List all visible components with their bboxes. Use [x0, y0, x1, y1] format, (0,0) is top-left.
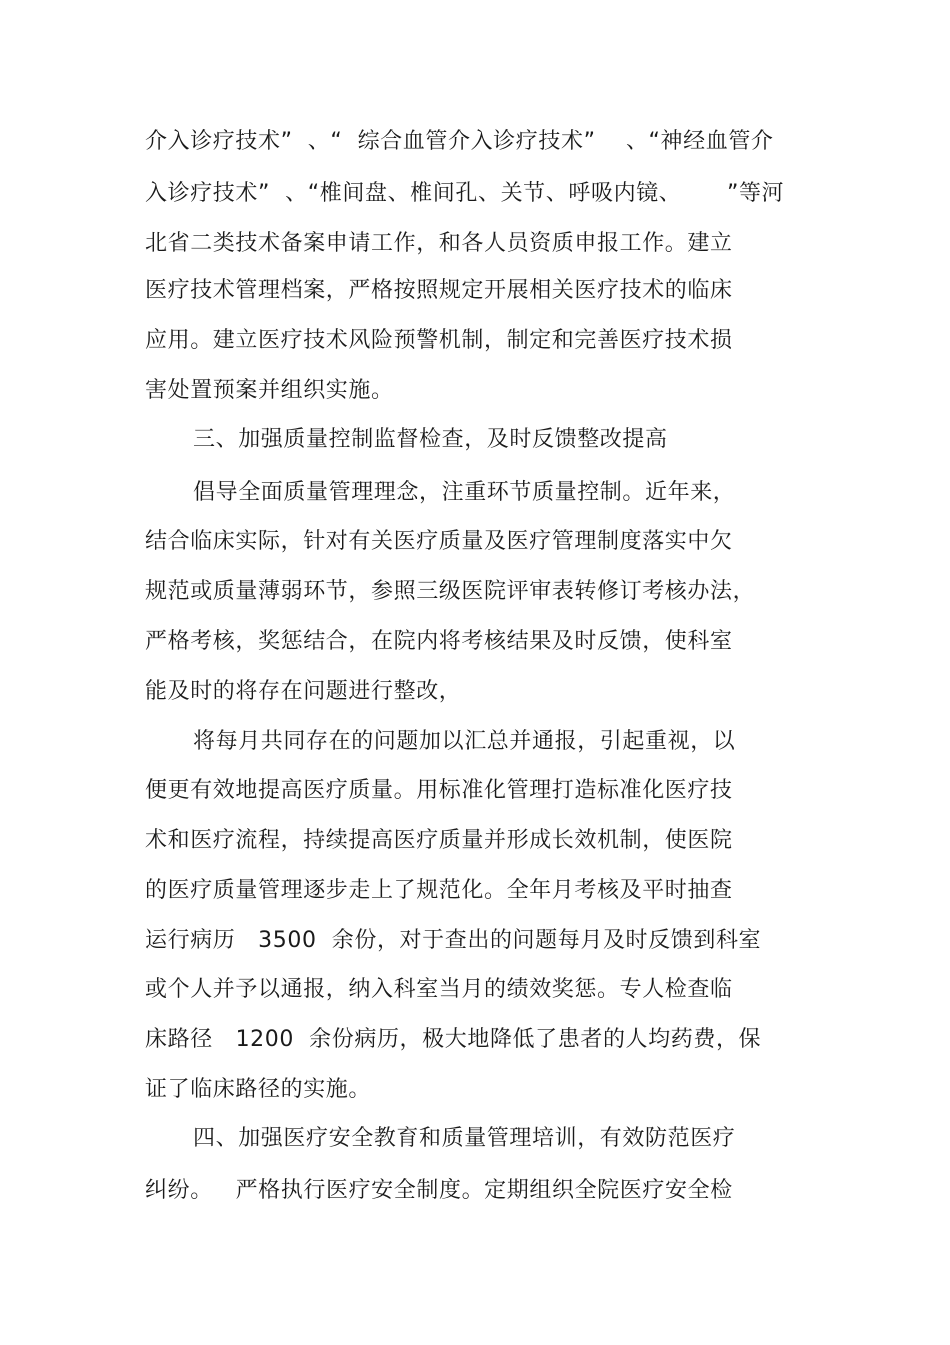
text-line: 纠纷。 严格执行医疗安全制度。定期组织全院医疗安全检 — [145, 1178, 733, 1203]
text-line: 的医疗质量管理逐步走上了规范化。全年月考核及平时抽查 — [145, 878, 733, 903]
text-line: 或个人并予以通报，纳入科室当月的绩效奖惩。专人检查临 — [145, 977, 733, 1002]
text-line: 倡导全面质量管理理念，注重环节质量控制。近年来， — [193, 480, 736, 505]
text-line: 介入诊疗技术” 、“ 综合血管介入诊疗技术” 、“神经血管介 — [145, 129, 774, 154]
text-line: 严格考核，奖惩结合，在院内将考核结果及时反馈，使科室 — [145, 629, 733, 654]
text-line: 将每月共同存在的问题加以汇总并通报，引起重视，以 — [193, 729, 736, 754]
text-line: 规范或质量薄弱环节，参照三级医院评审表转修订考核办法， — [145, 579, 756, 604]
text-line: 应用。建立医疗技术风险预警机制，制定和完善医疗技术损 — [145, 328, 733, 353]
text-line: 结合临床实际，针对有关医疗质量及医疗管理制度落实中欠 — [145, 529, 733, 554]
text-line: 能及时的将存在问题进行整改， — [145, 679, 462, 704]
text-line: 北省二类技术备案申请工作，和各人员资质申报工作。建立 — [145, 231, 733, 256]
text-line: 便更有效地提高医疗质量。用标准化管理打造标准化医疗技 — [145, 778, 733, 803]
section-heading: 四、加强医疗安全教育和质量管理培训，有效防范医疗 — [193, 1126, 736, 1151]
text-line: 运行病历 3500 余份，对于查出的问题每月及时反馈到科室 — [145, 928, 762, 953]
text-line: 害处置预案并组织实施。 — [145, 378, 394, 403]
text-line: 床路径 1200 余份病历，极大地降低了患者的人均药费，保 — [145, 1027, 762, 1052]
text-line: 证了临床路径的实施。 — [145, 1077, 372, 1102]
text-line: 医疗技术管理档案，严格按照规定开展相关医疗技术的临床 — [145, 278, 733, 303]
section-heading: 三、加强质量控制监督检查，及时反馈整改提高 — [193, 427, 668, 452]
text-line: 入诊疗技术” 、“椎间盘、椎间孔、关节、呼吸内镜、 ”等河 — [145, 181, 785, 206]
text-line: 术和医疗流程，持续提高医疗质量并形成长效机制，使医院 — [145, 828, 733, 853]
